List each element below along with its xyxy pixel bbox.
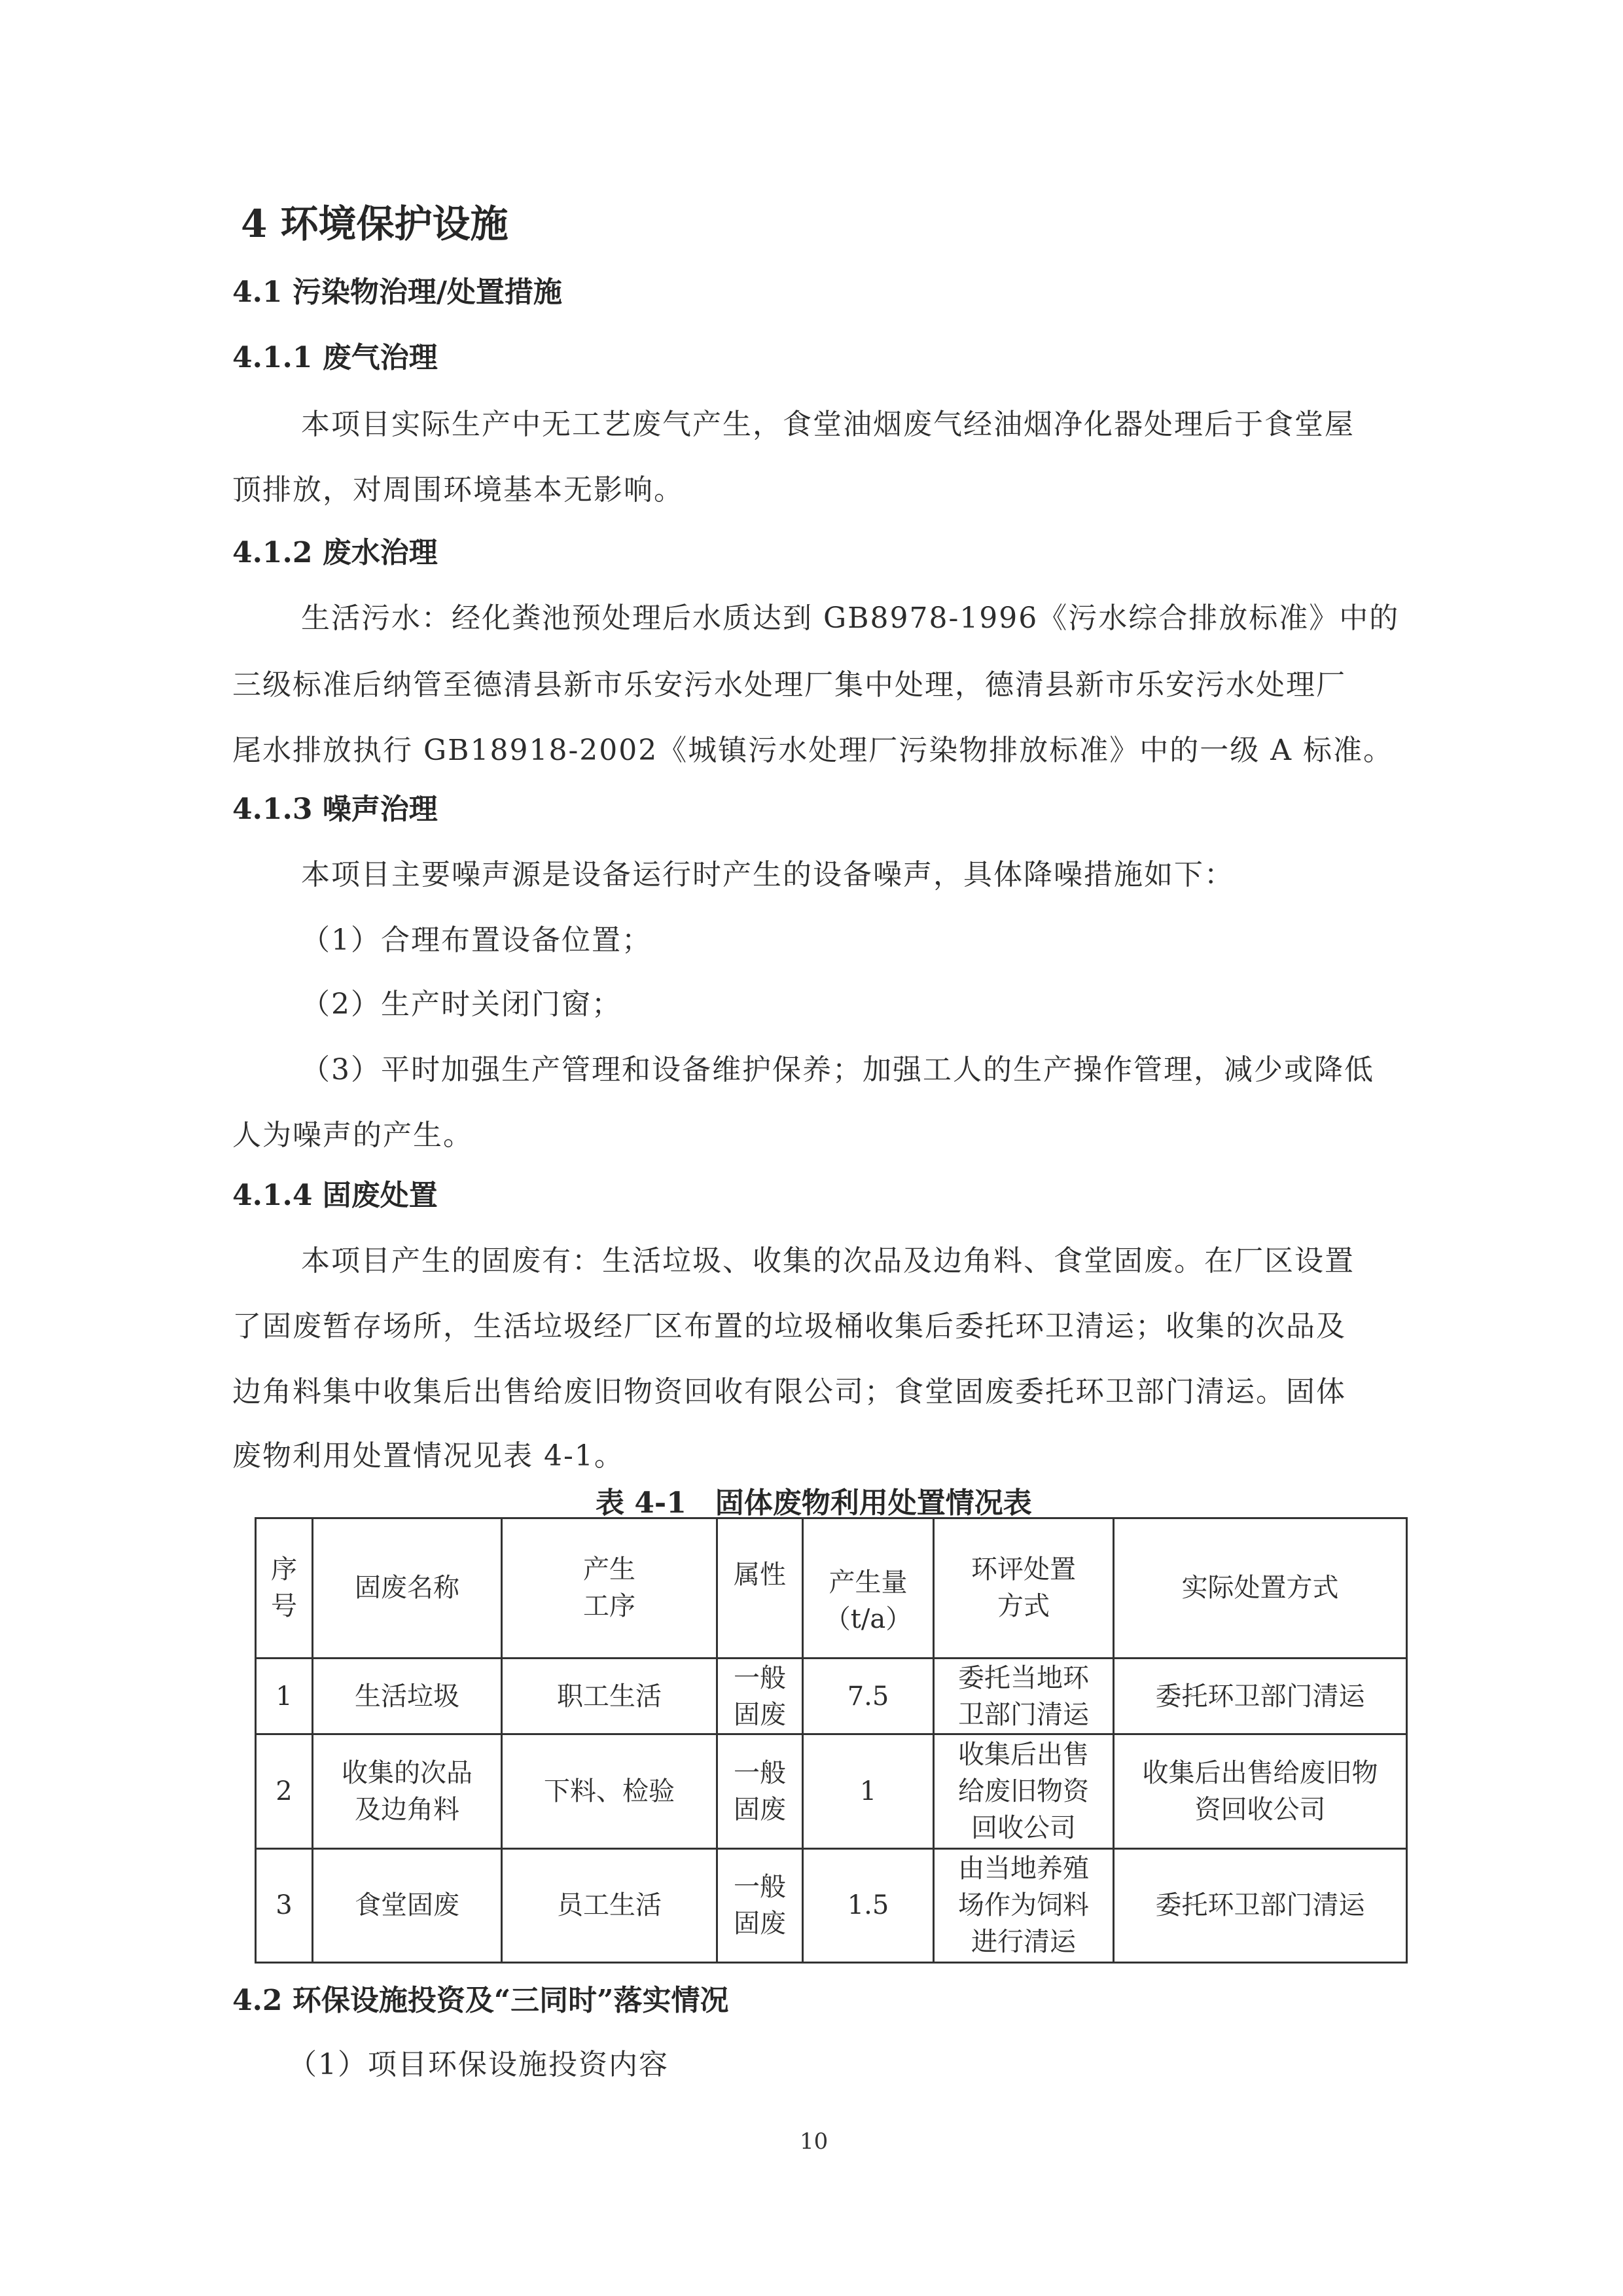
cell-attribute: 一般 固废 bbox=[717, 1658, 803, 1734]
paragraph-line: 人为噪声的产生。 bbox=[232, 1119, 473, 1152]
table-header-row bbox=[256, 1518, 1407, 1659]
list-item: （2）生产时关闭门窗； bbox=[301, 988, 622, 1021]
section-4-1-3-title: 4.1.3 噪声治理 bbox=[232, 793, 438, 826]
paragraph-line: 尾水排放执行 GB18918-2002《城镇污水处理厂污染物排放标准》中的一级 A 标准。 bbox=[232, 734, 1394, 767]
table-row bbox=[256, 1658, 1407, 1734]
section-4-1-4-title: 4.1.4 固废处置 bbox=[232, 1179, 438, 1212]
cell-seq: 2 bbox=[256, 1734, 313, 1848]
chapter-title: 4 环境保护设施 bbox=[241, 202, 508, 246]
header-attribute: 属性 bbox=[717, 1518, 803, 1659]
section-4-1-title: 4.1 污染物治理/处置措施 bbox=[232, 276, 562, 309]
cell-eia-disposal: 收集后出售 给废旧物资 回收公司 bbox=[934, 1734, 1114, 1848]
page-number: 10 bbox=[800, 2128, 829, 2155]
table-row bbox=[256, 1848, 1407, 1962]
cell-process: 下料、检验 bbox=[502, 1734, 717, 1848]
header-process: 产生 工序 bbox=[502, 1518, 717, 1659]
section-4-1-2-title: 4.1.2 废水治理 bbox=[232, 536, 438, 569]
cell-name: 收集的次品 及边角料 bbox=[313, 1734, 502, 1848]
paragraph-line: 了固废暂存场所，生活垃圾经厂区布置的垃圾桶收集后委托环卫清运；收集的次品及 bbox=[232, 1310, 1346, 1343]
cell-name: 食堂固废 bbox=[313, 1848, 502, 1962]
header-name: 固废名称 bbox=[313, 1518, 502, 1659]
paragraph-line: 三级标准后纳管至德清县新市乐安污水处理厂集中处理，德清县新市乐安污水处理厂 bbox=[232, 668, 1346, 702]
cell-amount: 1.5 bbox=[803, 1848, 934, 1962]
cell-attribute: 一般 固废 bbox=[717, 1848, 803, 1962]
cell-seq: 1 bbox=[256, 1658, 313, 1734]
list-item: （1）合理布置设备位置； bbox=[301, 924, 652, 957]
list-item: （3）平时加强生产管理和设备维护保养；加强工人的生产操作管理，减少或降低 bbox=[301, 1053, 1374, 1086]
cell-actual-disposal: 委托环卫部门清运 bbox=[1114, 1848, 1407, 1962]
header-eia-disposal: 环评处置 方式 bbox=[934, 1518, 1114, 1659]
header-seq: 序 号 bbox=[256, 1518, 313, 1659]
cell-seq: 3 bbox=[256, 1848, 313, 1962]
paragraph-line: 本项目产生的固废有：生活垃圾、收集的次品及边角料、食堂固废。在厂区设置 bbox=[301, 1244, 1355, 1278]
paragraph-line: 本项目主要噪声源是设备运行时产生的设备噪声，具体降噪措施如下： bbox=[301, 858, 1234, 891]
table-row bbox=[256, 1734, 1407, 1848]
cell-amount: 1 bbox=[803, 1734, 934, 1848]
paragraph-line: 边角料集中收集后出售给废旧物资回收有限公司；食堂固废委托环卫部门清运。固体 bbox=[232, 1375, 1346, 1408]
cell-eia-disposal: 由当地养殖 场作为饲料 进行清运 bbox=[934, 1848, 1114, 1962]
paragraph-line: 顶排放，对周围环境基本无影响。 bbox=[232, 473, 684, 507]
list-item: （1）项目环保设施投资内容 bbox=[288, 2048, 669, 2081]
header-amount: 产生量 （t/a） bbox=[803, 1518, 934, 1659]
cell-attribute: 一般 固废 bbox=[717, 1734, 803, 1848]
section-4-2-title: 4.2 环保设施投资及“三同时”落实情况 bbox=[232, 1984, 729, 2017]
solid-waste-table bbox=[255, 1517, 1408, 1964]
cell-name: 生活垃圾 bbox=[313, 1658, 502, 1734]
paragraph-line: 废物利用处置情况见表 4-1。 bbox=[232, 1439, 624, 1473]
header-actual-disposal: 实际处置方式 bbox=[1114, 1518, 1407, 1659]
paragraph-line: 生活污水：经化粪池预处理后水质达到 GB8978-1996《污水综合排放标准》中的 bbox=[301, 601, 1400, 635]
cell-process: 员工生活 bbox=[502, 1848, 717, 1962]
section-4-1-1-title: 4.1.1 废气治理 bbox=[232, 341, 438, 374]
cell-amount: 7.5 bbox=[803, 1658, 934, 1734]
cell-eia-disposal: 委托当地环 卫部门清运 bbox=[934, 1658, 1114, 1734]
table-caption: 表 4-1 固体废物利用处置情况表 bbox=[596, 1486, 1032, 1520]
cell-actual-disposal: 收集后出售给废旧物 资回收公司 bbox=[1114, 1734, 1407, 1848]
paragraph-line: 本项目实际生产中无工艺废气产生，食堂油烟废气经油烟净化器处理后于食堂屋 bbox=[301, 408, 1355, 441]
cell-process: 职工生活 bbox=[502, 1658, 717, 1734]
cell-actual-disposal: 委托环卫部门清运 bbox=[1114, 1658, 1407, 1734]
